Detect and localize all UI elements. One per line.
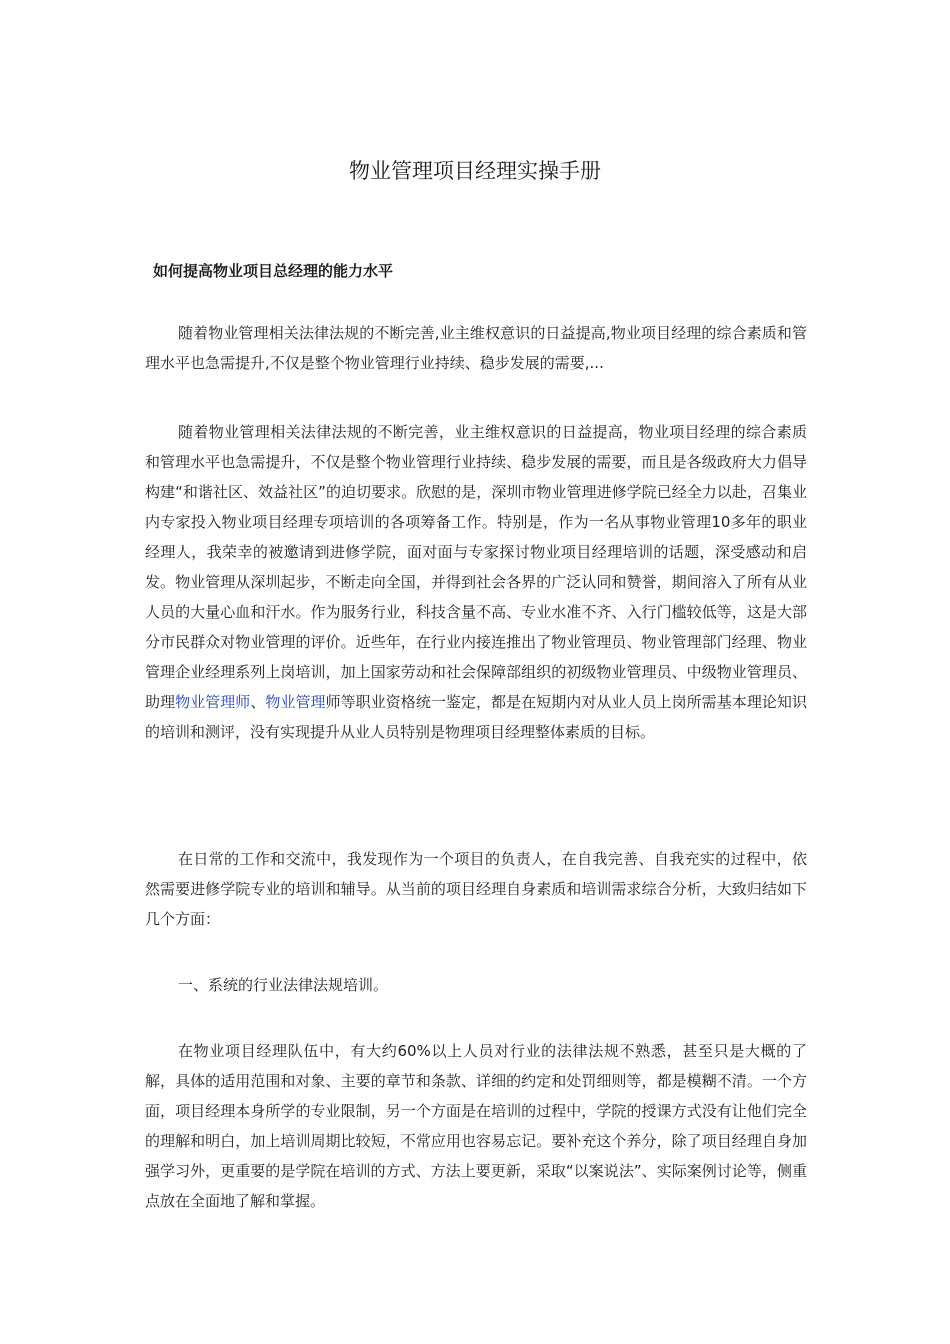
body-text-separator: 、	[250, 693, 266, 711]
link-property-management[interactable]: 物业管理	[265, 693, 326, 711]
link-property-manager-qualification[interactable]: 物业管理师	[175, 693, 251, 711]
body-text-part-2: 师等职业资格统一鉴定，都是在短期内对从业人员上岗所需基本理论知识的培训和测评，没有实现提升从业人员特别是物理项目经理整体素质的目标。	[145, 693, 807, 741]
body-text-part-1: 随着物业管理相关法律法规的不断完善，业主维权意识的日益提高，物业项目经理的综合素质和管理水平也急需提升，不仅是整个物业管理行业持续、稳步发展的需要，而且是各级政府大力倡导构建“和谐社区、效益社区”的迫切要求。欣慰的是，深圳市物业管理进修学院已经全力以赴，召集业内专家投入物业项目经理专项培训的各项筹备工作。特别是，作为一名从事物业管理10多年的职业经理人，我荣幸的被邀请到进修学院，面对面与专家探讨物业项目经理培训的话题，深受感动和启发。物业管理从深圳起步，不断走向全国，并得到社会各界的广泛认同和赞誉，期间溶入了所有从业人员的大量心血和汗水。作为服务行业，科技含量不高、专业水准不齐、入行门槛较低等，这是大部分市民群众对物业管理的评价。近些年，在行业内接连推出了物业管理员、物业管理部门经理、物业管理企业经理系列上岗培训，加上国家劳动和社会保障部组织的初级物业管理员、中级物业管理员、助理	[145, 423, 807, 711]
point-one-detail-paragraph: 在物业项目经理队伍中，有大约60%以上人员对行业的法律法规不熟悉，甚至只是大概的了解，具体的适用范围和对象、主要的章节和条款、详细的约定和处罚细则等，都是模糊不清。一个方面，项目经理本身所学的专业限制，另一个方面是在培训的过程中，学院的授课方式没有让他们完全的理解和明白，加上培训周期比较短，不常应用也容易忘记。要补充这个养分，除了项目经理自身加强学习外，更重要的是学院在培训的方式、方法上要更新，采取“以案说法”、实际案例讨论等，侧重点放在全面地了解和掌握。	[145, 1042, 807, 1210]
point-one-heading: 一、系统的行业法律法规培训。	[178, 976, 389, 994]
section-heading: 如何提高物业项目总经理的能力水平	[153, 262, 394, 280]
body-paragraph	[145, 417, 807, 747]
summary-paragraph: 随着物业管理相关法律法规的不断完善,业主维权意识的日益提高,物业项目经理的综合素质和管理水平也急需提升,不仅是整个物业管理行业持续、稳步发展的需要,...	[145, 324, 807, 372]
training-needs-paragraph: 在日常的工作和交流中，我发现作为一个项目的负责人，在自我完善、自我充实的过程中，依然需要进修学院专业的培训和辅导。从当前的项目经理自身素质和培训需求综合分析，大致归结如下几个方面：	[145, 850, 807, 928]
document-title: 物业管理项目经理实操手册	[349, 159, 601, 183]
